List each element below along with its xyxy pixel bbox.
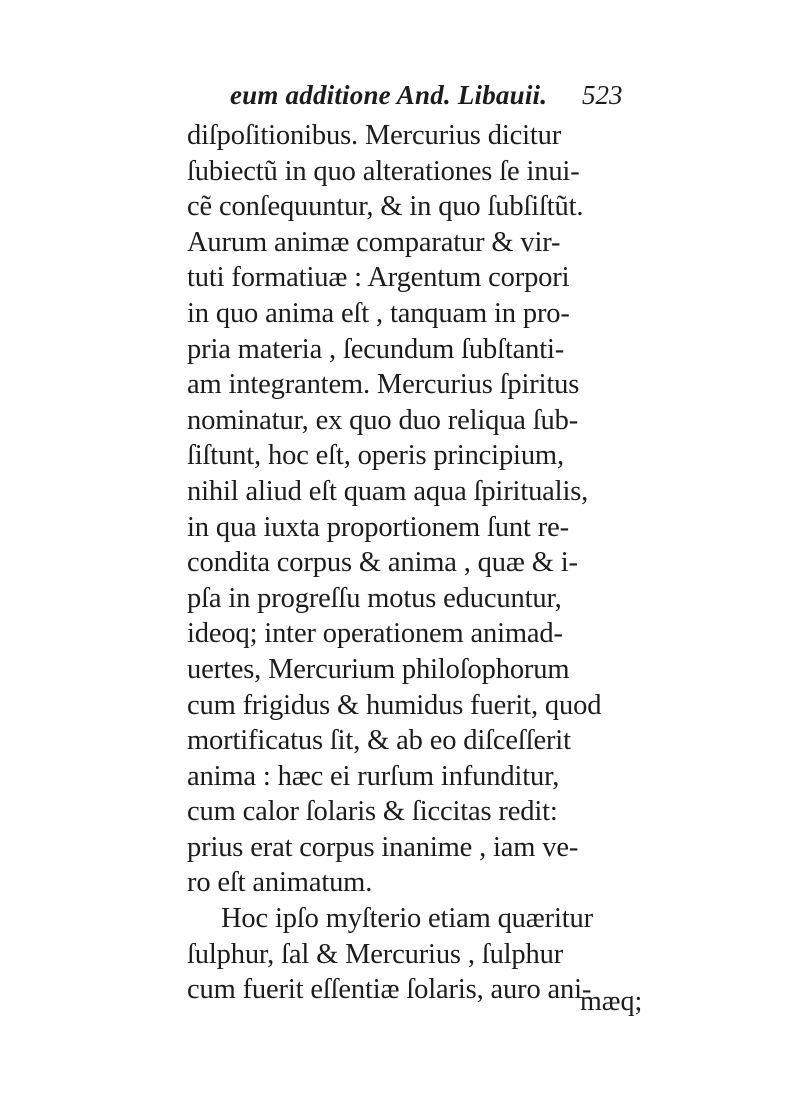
text-line: Aurum animæ comparatur & vir- bbox=[187, 226, 561, 258]
text-line: diſpoſitionibus. Mercurius dicitur bbox=[187, 120, 562, 151]
page-header bbox=[200, 80, 660, 120]
text-line: ro eſt animatum. bbox=[187, 867, 373, 899]
text-line: prius erat corpus inanime , iam ve- bbox=[187, 831, 579, 863]
text-line: am integrantem. Mercurius ſpiritus bbox=[187, 369, 580, 401]
text-line: pria materia , ſecundum ſubſtanti- bbox=[187, 333, 565, 365]
text-line: cum calor ſolaris & ſiccitas redit: bbox=[187, 796, 558, 828]
paragraph-start-line: Hoc ipſo myſterio etiam quæritur bbox=[221, 903, 593, 935]
catchword: mæq; bbox=[580, 986, 643, 1017]
text-line: cẽ conſequuntur, & in quo ſubſiſtũt. bbox=[187, 191, 584, 223]
text-line: nihil aliud eſt quam aqua ſpiritualis, bbox=[187, 475, 589, 507]
body-text bbox=[187, 118, 657, 1008]
page-number: 523 bbox=[582, 80, 623, 110]
text-line: condita corpus & anima , quæ & i- bbox=[187, 547, 578, 579]
text-line: ſulphur, ſal & Mercurius , ſulphur bbox=[187, 938, 564, 970]
text-line: anima : hæc ei rurſum infunditur, bbox=[187, 760, 560, 792]
text-line: pſa in progreſſu motus educuntur, bbox=[187, 582, 562, 614]
text-line: cum fuerit eſſentiæ ſolaris, auro ani- bbox=[187, 974, 592, 1006]
text-line: in quo anima eſt , tanquam in pro- bbox=[187, 297, 570, 329]
text-line: ideoq; inter operationem animad- bbox=[187, 618, 563, 650]
text-line: in qua iuxta proportionem ſunt re- bbox=[187, 511, 569, 543]
text-line: mortificatus ſit, & ab eo diſceſſerit bbox=[187, 725, 571, 757]
text-line: ſiſtunt, hoc eſt, operis principium, bbox=[187, 440, 564, 472]
text-line: nominatur, ex quo duo reliqua ſub- bbox=[187, 404, 579, 436]
text-line: cum frigidus & humidus fuerit, quod bbox=[187, 689, 602, 721]
text-line: ſubiectũ in quo alterationes ſe inui- bbox=[187, 155, 580, 187]
running-head: eum additione And. Libauii. bbox=[230, 80, 548, 110]
text-line: uertes, Mercurium philoſophorum bbox=[187, 653, 570, 685]
text-line: tuti formatiuæ : Argentum corpori bbox=[187, 262, 570, 294]
